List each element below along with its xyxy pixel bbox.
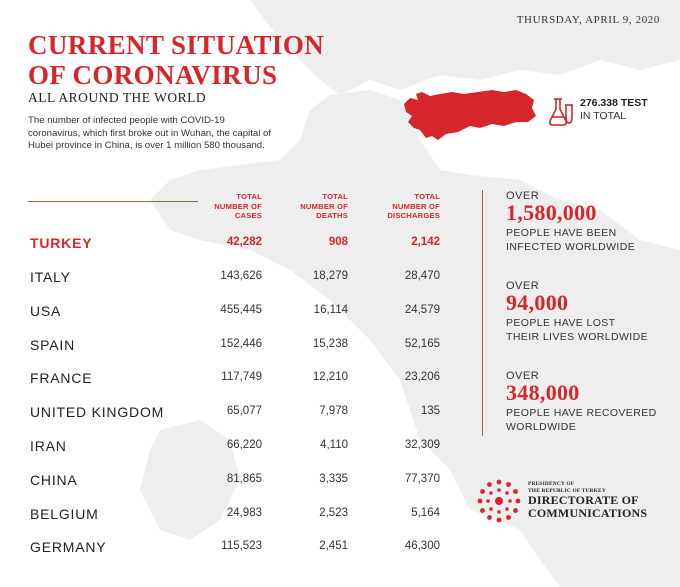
table-row [30,506,450,526]
country-name: USA [30,303,62,319]
country-name: UNITED KINGDOM [30,404,165,420]
header-cases: TOTAL NUMBER OF CASES [214,192,262,220]
test-total [548,97,648,127]
deaths-value: 7,978 [319,405,348,417]
stat-over-label: OVER [506,280,540,292]
deaths-value: 4,110 [320,439,348,451]
stat-value: 94,000 [506,290,569,315]
stat-over-label: OVER [506,370,540,382]
country-name: SPAIN [30,337,75,353]
table-row [30,337,450,357]
header-discharges: TOTAL NUMBER OF DISCHARGES [387,192,440,220]
country-name: GERMANY [30,539,107,555]
date-label: THURSDAY, APRIL 9, 2020 [516,14,660,26]
country-name: IRAN [30,438,67,454]
turkey-map [400,82,540,142]
stat-description: PEOPLE HAVE RECOVERED WORLDWIDE [506,407,657,433]
deaths-value: 16,114 [313,304,348,316]
table-row [30,269,450,289]
cases-value: 455,445 [220,304,262,316]
discharges-value: 5,164 [411,507,440,519]
test-label: IN TOTAL [580,110,627,122]
stat-infected [506,190,635,254]
deaths-value: 12,210 [312,371,348,383]
page-title [28,30,388,90]
cases-value: 117,749 [221,371,262,383]
country-name: TURKEY [30,235,93,251]
discharges-value: 28,470 [404,270,440,282]
cases-value: 115,523 [221,540,262,552]
stat-value: 1,580,000 [506,200,597,225]
table-row [30,539,450,559]
country-name: CHINA [30,472,78,488]
lab-flask-icon [548,97,574,127]
cases-value: 66,220 [226,439,262,451]
cases-value: 152,446 [220,338,262,350]
table-row [30,472,450,492]
stat-description: PEOPLE HAVE LOST THEIR LIVES WORLDWIDE [506,317,648,343]
table-row-turkey [30,235,450,255]
stat-description: PEOPLE HAVE BEEN INFECTED WORLDWIDE [506,227,636,253]
header-deaths: TOTAL NUMBER OF DEATHS [300,192,348,220]
table-header-rule [28,201,198,202]
cases-value: 42,282 [226,236,262,248]
deaths-value: 18,279 [312,270,348,282]
discharges-value: 135 [420,405,440,417]
cases-value: 81,865 [226,473,262,485]
country-name: ITALY [30,269,71,285]
stat-deaths [506,280,648,344]
table-row [30,438,450,458]
country-name: BELGIUM [30,506,99,522]
test-text [580,97,648,123]
stat-recovered [506,370,657,434]
table-row [30,404,450,424]
table-row [30,370,450,390]
discharges-value: 77,370 [404,473,440,485]
discharges-value: 32,309 [404,439,440,451]
deaths-value: 908 [328,236,348,248]
discharges-value: 23,206 [404,371,440,383]
directorate-emblem-icon [476,478,522,524]
directorate-logo-text: PRESIDENCY OF THE REPUBLIC OF TURKEY DIRECTORATE OF COMMUNICATIONS [528,481,648,520]
deaths-value: 15,238 [312,338,348,350]
discharges-value: 2,142 [411,236,440,248]
cases-value: 24,983 [226,507,262,519]
test-value: 276.338 TEST [580,97,648,109]
deaths-value: 3,335 [319,473,348,485]
page-subtitle: ALL AROUND THE WORLD [28,90,207,105]
discharges-value: 24,579 [404,304,440,316]
cases-value: 65,077 [226,405,262,417]
stat-value: 348,000 [506,380,580,405]
stat-over-label: OVER [506,190,540,202]
cases-value: 143,626 [220,270,262,282]
deaths-value: 2,523 [319,507,348,519]
stats-divider [482,190,483,436]
intro-paragraph: The number of infected people with COVID-19 coronavirus, which first broke out in Wuhan, the capital of Hubei province in China, is over 1 million 580 thousand. [28,115,271,151]
discharges-value: 46,300 [404,540,440,552]
title-line-2: OF CORONAVIRUS [28,60,278,90]
table-row [30,303,450,323]
country-name: FRANCE [30,370,93,386]
deaths-value: 2,451 [319,540,348,552]
title-line-1: CURRENT SITUATION [28,30,325,60]
discharges-value: 52,165 [404,338,440,350]
